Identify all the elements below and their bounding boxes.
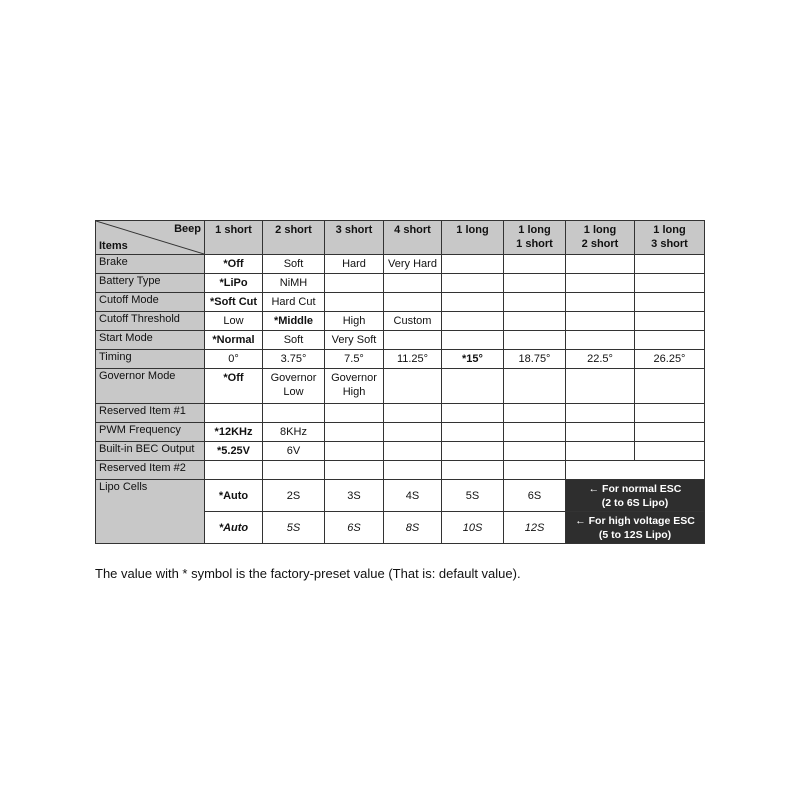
column-header: 2 short [263,221,325,255]
table-cell: *5.25V [205,442,263,461]
table-cell [325,404,384,423]
table-cell [442,312,504,331]
table-cell [566,442,635,461]
table-cell: Very Hard [384,255,442,274]
table-cell [263,404,325,423]
table-cell: *Auto [205,512,263,544]
table-cell [504,255,566,274]
table-cell [442,331,504,350]
table-cell: Governor High [325,369,384,404]
table-row [96,331,705,350]
table-cell: 3S [325,480,384,512]
table-cell: 6V [263,442,325,461]
table-cell [325,274,384,293]
table-cell: *Off [205,255,263,274]
table-cell [635,369,705,404]
table-cell: 12S [504,512,566,544]
table-cell: Soft [263,255,325,274]
row-label: Cutoff Threshold [96,312,205,331]
table-cell [442,404,504,423]
table-row [96,480,705,512]
table-cell: 6S [504,480,566,512]
table-cell [384,404,442,423]
header-corner-cell [96,221,205,255]
row-label: Cutoff Mode [96,293,205,312]
table-cell: *Auto [205,480,263,512]
header-beep-label: Beep [174,223,201,235]
column-header: 1 long 2 short [566,221,635,255]
table-cell: Soft [263,331,325,350]
table-cell: 5S [442,480,504,512]
column-header: 1 long 1 short [504,221,566,255]
table-cell [384,369,442,404]
column-header: 1 short [205,221,263,255]
table-cell: 10S [442,512,504,544]
table-cell: High [325,312,384,331]
table-cell [325,423,384,442]
table-cell: 5S [263,512,325,544]
table-cell [566,312,635,331]
table-cell: 0° [205,350,263,369]
table-cell [442,274,504,293]
table-cell: Custom [384,312,442,331]
table-cell [504,423,566,442]
table-cell: 18.75° [504,350,566,369]
row-label: Battery Type [96,274,205,293]
table-cell [384,331,442,350]
table-cell [205,461,263,480]
table-cell [504,442,566,461]
footnote: The value with * symbol is the factory-preset value (That is: default value). [95,566,521,581]
row-label: Brake [96,255,205,274]
high-voltage-esc-note: ← For high voltage ESC (5 to 12S Lipo) [566,512,705,544]
table-cell: Low [205,312,263,331]
table-cell [566,369,635,404]
table-cell: 26.25° [635,350,705,369]
table-row [96,461,705,480]
table-cell [442,293,504,312]
table-cell: 4S [384,480,442,512]
table-cell [384,423,442,442]
table-cell: 11.25° [384,350,442,369]
table-row [96,312,705,331]
row-label: PWM Frequency [96,423,205,442]
table-cell [442,369,504,404]
row-label: Reserved Item #1 [96,404,205,423]
table-cell: *15° [442,350,504,369]
table-cell: 8KHz [263,423,325,442]
table-cell [566,293,635,312]
column-header: 3 short [325,221,384,255]
table-cell [384,274,442,293]
table-row [96,350,705,369]
table-cell: *Normal [205,331,263,350]
row-label: Lipo Cells [96,480,205,544]
table-cell [566,274,635,293]
table-cell: 8S [384,512,442,544]
column-header: 4 short [384,221,442,255]
table-cell [504,461,566,480]
table-cell [566,255,635,274]
table-cell: 6S [325,512,384,544]
table-row [96,274,705,293]
table-row [96,423,705,442]
table-cell: 7.5° [325,350,384,369]
esc-settings-table [95,220,705,544]
table-cell [325,293,384,312]
table-cell: NiMH [263,274,325,293]
table-cell [566,331,635,350]
table-cell [504,331,566,350]
table-cell: Hard [325,255,384,274]
table-cell [635,293,705,312]
column-header: 1 long [442,221,504,255]
table-cell [325,442,384,461]
table-cell [566,461,705,480]
table-cell [504,369,566,404]
table-row [96,404,705,423]
table-cell [504,312,566,331]
column-header: 1 long 3 short [635,221,705,255]
table-cell [504,404,566,423]
table-cell: 22.5° [566,350,635,369]
table-cell [566,404,635,423]
table-row [96,255,705,274]
table-cell: 3.75° [263,350,325,369]
table-cell [635,312,705,331]
row-label: Start Mode [96,331,205,350]
table-cell [635,274,705,293]
table-cell: Hard Cut [263,293,325,312]
table-cell: *12KHz [205,423,263,442]
row-label: Governor Mode [96,369,205,404]
table-cell [504,293,566,312]
table-cell: *Middle [263,312,325,331]
table-cell [205,404,263,423]
table-cell [566,423,635,442]
header-row [96,221,705,255]
row-label: Reserved Item #2 [96,461,205,480]
table-row [96,293,705,312]
table-cell [635,255,705,274]
table-cell: 2S [263,480,325,512]
table-row [96,442,705,461]
table-cell: *LiPo [205,274,263,293]
normal-esc-note: ← For normal ESC (2 to 6S Lipo) [566,480,705,512]
table-cell: Governor Low [263,369,325,404]
table-cell: *Soft Cut [205,293,263,312]
table-cell [635,331,705,350]
table-cell [442,255,504,274]
table-cell: Very Soft [325,331,384,350]
table-cell: *Off [205,369,263,404]
table-cell [635,442,705,461]
table-row [96,369,705,404]
table-cell [384,442,442,461]
table-cell [384,461,442,480]
table-cell [263,461,325,480]
header-items-label: Items [99,240,128,252]
table-cell [504,274,566,293]
table-cell [635,404,705,423]
table-cell [442,423,504,442]
table-cell [384,293,442,312]
table-cell [442,442,504,461]
row-label: Timing [96,350,205,369]
row-label: Built-in BEC Output [96,442,205,461]
table-cell [325,461,384,480]
table-cell [635,423,705,442]
table-cell [442,461,504,480]
